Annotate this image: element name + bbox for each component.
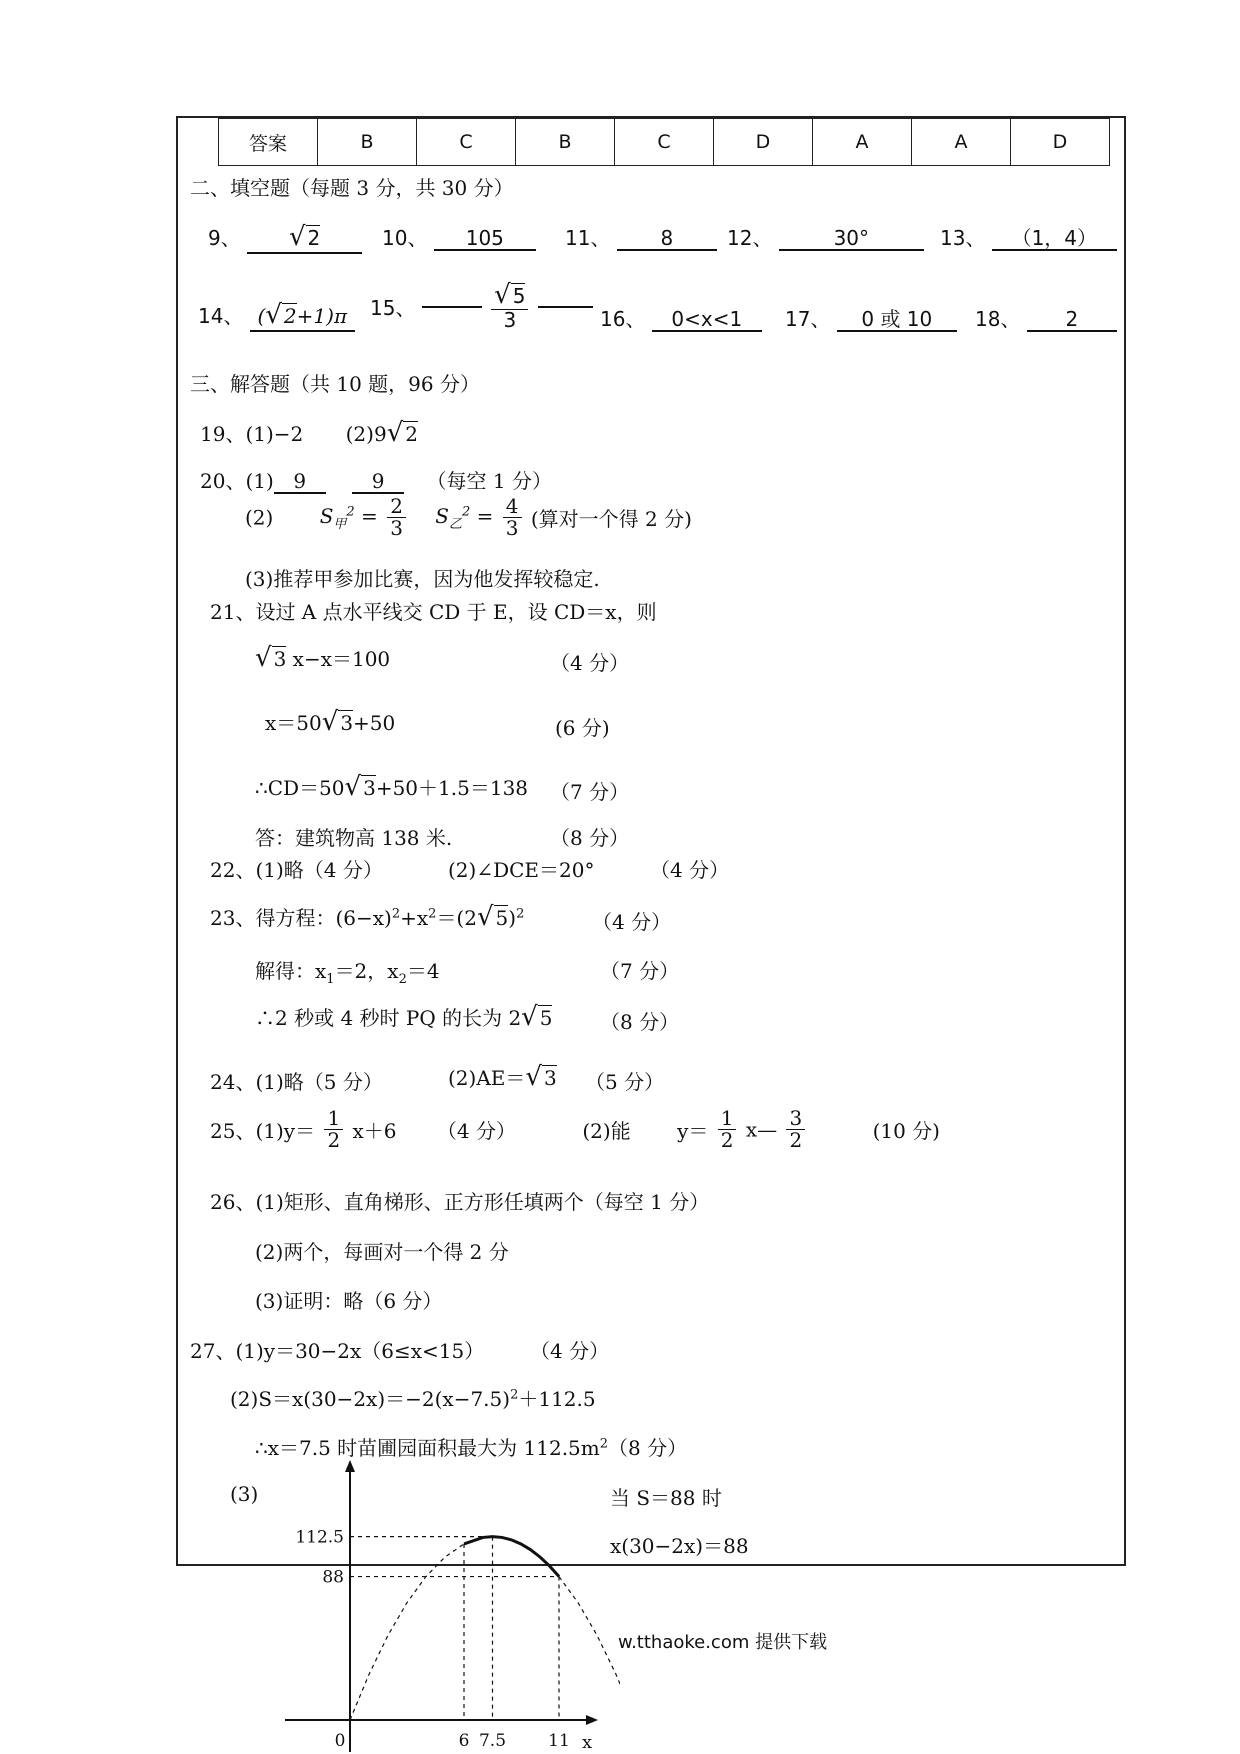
x-tick-label: 7.5 bbox=[478, 1731, 507, 1751]
question-24-part-1: 24、(1)略（5 分） bbox=[210, 1070, 383, 1094]
part-1: (1)−2 bbox=[245, 422, 304, 446]
radicand: 5 bbox=[512, 284, 526, 308]
fraction bbox=[324, 1108, 343, 1151]
expr: x— bbox=[745, 1117, 778, 1142]
variance-jia: $S_甲^2$ = bbox=[319, 503, 378, 532]
answer-cell: B bbox=[318, 119, 417, 166]
parabola-chart bbox=[260, 1460, 620, 1754]
equation: x−x＝100 bbox=[292, 647, 391, 671]
radicand: 3 bbox=[273, 647, 287, 671]
score: （4 分） bbox=[530, 1339, 610, 1363]
denominator: 3 bbox=[503, 308, 517, 333]
score: （8 分） bbox=[600, 1010, 680, 1034]
answer-blank: (√ 2+1)π bbox=[250, 301, 355, 332]
numerator: 2 bbox=[387, 496, 406, 518]
numerator: 3 bbox=[786, 1108, 805, 1130]
answer-blank: 2 bbox=[1027, 308, 1117, 332]
answer-blank: √ 2 bbox=[247, 223, 362, 254]
expr: +50＋1.5＝138 bbox=[375, 776, 529, 800]
download-source: w.tthaoke.com 提供下载 bbox=[618, 1632, 828, 1653]
question-27-right-1: 当 S＝88 时 bbox=[610, 1486, 722, 1510]
question-23-line-2 bbox=[255, 955, 440, 987]
superscript: 2 bbox=[510, 1387, 519, 1403]
expr: （8 分） bbox=[608, 1436, 688, 1460]
series-line-1 bbox=[464, 1537, 559, 1577]
score: （4 分） bbox=[650, 858, 730, 882]
blank-left bbox=[422, 306, 482, 308]
x-tick-label: 6 bbox=[458, 1731, 470, 1751]
subscript: 1 bbox=[326, 972, 335, 987]
item-number: 13、 bbox=[940, 226, 986, 250]
series-line-2 bbox=[350, 1544, 464, 1720]
fill-item-17 bbox=[785, 303, 957, 332]
question-22-part-2: (2)∠DCE＝20° bbox=[448, 858, 595, 882]
y-axis-arrow bbox=[345, 1460, 355, 1472]
answer-cell: B bbox=[516, 119, 615, 166]
subscript: 乙 bbox=[448, 516, 462, 532]
expr: +x bbox=[400, 906, 429, 930]
question-21-line-2: √ 3 x−x＝100 bbox=[255, 643, 391, 673]
answer-blank: （1，4） bbox=[992, 227, 1117, 251]
question-19: 19、(1)−2 (2)9√ 2 bbox=[200, 418, 418, 448]
superscript: 2 bbox=[516, 906, 525, 922]
question-number: 19、 bbox=[200, 422, 246, 446]
item-number: 11、 bbox=[565, 226, 611, 250]
expr: 解得：x bbox=[255, 959, 327, 983]
answer-blank: 0<x<1 bbox=[652, 308, 762, 332]
question-25 bbox=[210, 1108, 940, 1151]
item-number: 18、 bbox=[975, 307, 1021, 331]
y-tick-label: 88 bbox=[322, 1567, 344, 1588]
answer-blank: 105 bbox=[434, 227, 536, 251]
fraction bbox=[491, 282, 528, 331]
superscript: 2 bbox=[599, 1436, 609, 1452]
fill-item-15 bbox=[370, 282, 593, 331]
fill-item-9 bbox=[208, 222, 362, 254]
radicand: 5 bbox=[539, 1006, 553, 1030]
part-label: (2) bbox=[245, 505, 274, 530]
expr: (2)S＝x(30−2x)＝−2(x−7.5) bbox=[230, 1387, 511, 1411]
score: （5 分） bbox=[585, 1070, 665, 1094]
superscript: 2 bbox=[428, 906, 437, 922]
answer-blank: 9 bbox=[352, 470, 404, 494]
item-number: 9、 bbox=[208, 226, 241, 250]
question-26-line-1: 26、(1)矩形、直角梯形、正方形任填两个（每空 1 分） bbox=[210, 1190, 710, 1214]
x-axis-arrow bbox=[586, 1715, 598, 1725]
subscript: 甲 bbox=[333, 516, 347, 532]
subscript: 2 bbox=[398, 972, 407, 987]
answer-cell: D bbox=[1011, 119, 1110, 166]
radicand: 3 bbox=[340, 711, 354, 735]
score: （7 分） bbox=[600, 959, 680, 983]
x-tick-label: 11 bbox=[548, 1731, 570, 1751]
fill-item-13 bbox=[940, 222, 1117, 251]
numerator: 1 bbox=[324, 1108, 343, 1130]
item-number: 12、 bbox=[727, 226, 773, 250]
expr: ＝(2 bbox=[436, 906, 477, 930]
denominator: 3 bbox=[505, 516, 519, 540]
superscript: 2 bbox=[391, 906, 401, 922]
item-number: 15、 bbox=[370, 296, 416, 321]
question-21-line-1: 21、设过 A 点水平线交 CD 于 E，设 CD＝x，则 bbox=[210, 600, 657, 624]
item-number: 14、 bbox=[198, 304, 244, 328]
score: （4 分） bbox=[436, 1119, 516, 1143]
plot-area bbox=[285, 1460, 620, 1753]
fill-item-10 bbox=[382, 222, 536, 251]
question-27-line-3 bbox=[255, 1432, 687, 1461]
question-26-line-2: (2)两个，每画对一个得 2 分 bbox=[255, 1240, 509, 1264]
item-number: 16、 bbox=[600, 307, 646, 331]
fraction bbox=[718, 1108, 737, 1151]
expr: (2)AE＝ bbox=[448, 1066, 526, 1090]
radicand: 2 bbox=[307, 226, 321, 250]
radicand: 3 bbox=[363, 776, 376, 800]
answer-blank: 8 bbox=[617, 227, 717, 251]
question-20-part-3: (3)推荐甲参加比赛，因为他发挥较稳定. bbox=[245, 567, 600, 591]
question-27-right-2: x(30−2x)＝88 bbox=[610, 1534, 749, 1558]
score-note: (算对一个得 2 分) bbox=[530, 507, 692, 531]
expr: ∴CD＝50 bbox=[255, 776, 345, 800]
fill-item-14 bbox=[198, 300, 355, 332]
numerator: 1 bbox=[718, 1108, 737, 1130]
question-number: 20、 bbox=[200, 469, 246, 493]
series-line-3 bbox=[559, 1577, 620, 1720]
question-27-part-3-label: (3) bbox=[230, 1482, 259, 1506]
fill-item-18 bbox=[975, 303, 1117, 332]
fraction bbox=[387, 496, 406, 539]
answer-row bbox=[219, 119, 1110, 166]
answer-blank: 0 或 10 bbox=[837, 308, 957, 332]
radicand: 5 bbox=[495, 906, 509, 930]
question-23-line-1: 23、得方程：$(6-x)^2+x^2=(2√$ 5)$^2$ bbox=[210, 902, 525, 932]
expr: x＋6 bbox=[352, 1119, 397, 1143]
question-21-line-4: ∴CD＝50√ 3+50＋1.5＝138 bbox=[255, 772, 529, 802]
fill-item-12 bbox=[727, 222, 924, 251]
expr: +50 bbox=[353, 711, 396, 735]
question-21-answer: 答：建筑物高 138 米. bbox=[255, 826, 453, 850]
radicand: 3 bbox=[543, 1066, 557, 1090]
section3-heading: 三、解答题（共 10 题，96 分） bbox=[190, 372, 480, 396]
score: （4 分） bbox=[550, 651, 630, 675]
question-24-part-2: (2)AE＝√ 3 bbox=[448, 1062, 557, 1092]
score: (6 分) bbox=[555, 716, 610, 740]
answer-blank: 30° bbox=[779, 227, 924, 251]
score: （7 分） bbox=[550, 780, 630, 804]
denominator: 3 bbox=[390, 516, 403, 540]
denominator: 2 bbox=[720, 1128, 734, 1152]
fraction bbox=[503, 496, 522, 539]
expr: 25、(1)y＝ bbox=[210, 1119, 316, 1143]
numerator: √ 5 bbox=[491, 282, 528, 310]
part-label: (2)能 bbox=[582, 1119, 631, 1143]
item-number: 10、 bbox=[382, 226, 428, 250]
numerator: 4 bbox=[503, 496, 522, 518]
question-20-part-1 bbox=[200, 465, 552, 494]
fill-item-11 bbox=[565, 222, 717, 251]
answer-cell: C bbox=[417, 119, 516, 166]
question-23-line-3: ∴2 秒或 4 秒时 PQ 的长为 2√ 5 bbox=[255, 1002, 553, 1032]
expr: ∴x＝7.5 时苗圃园面积最大为 112.5m bbox=[255, 1436, 600, 1460]
question-22-part-1: 22、(1)略（4 分） bbox=[210, 858, 383, 882]
answer-label: 答案 bbox=[219, 119, 318, 166]
answer-blank: 9 bbox=[274, 470, 326, 494]
variance-yi: $S_乙^2$ = bbox=[435, 503, 494, 532]
answer-cell: A bbox=[813, 119, 912, 166]
expr: ＝4 bbox=[406, 959, 440, 983]
fill-item-16 bbox=[600, 303, 762, 332]
part-label: (1) bbox=[245, 469, 274, 493]
answer-cell: C bbox=[615, 119, 714, 166]
y-tick-label: 112.5 bbox=[295, 1527, 344, 1548]
expr: 23、得方程：(6−x) bbox=[210, 906, 392, 930]
answer-table bbox=[218, 118, 1110, 166]
answer-cell: A bbox=[912, 119, 1011, 166]
denominator: 2 bbox=[327, 1128, 341, 1152]
question-27-line-1: 27、(1)y＝30−2x（6≤x<15） bbox=[190, 1339, 485, 1363]
score-note: （每空 1 分） bbox=[426, 469, 552, 493]
item-number: 17、 bbox=[785, 307, 831, 331]
answer-cell: D bbox=[714, 119, 813, 166]
section2-heading: 二、填空题（每题 3 分，共 30 分） bbox=[190, 176, 514, 200]
question-26-line-3: (3)证明：略（6 分） bbox=[255, 1289, 443, 1313]
score: （4 分） bbox=[592, 910, 672, 934]
expr: ＝2，x bbox=[334, 959, 399, 983]
expr: ＋112.5 bbox=[518, 1387, 596, 1411]
blank-right bbox=[538, 306, 593, 308]
radicand: 2 bbox=[283, 304, 297, 328]
denominator: 2 bbox=[789, 1128, 803, 1152]
expr: ∴2 秒或 4 秒时 PQ 的长为 2 bbox=[255, 1006, 522, 1030]
x-axis-label: x bbox=[582, 1732, 593, 1753]
question-21-line-3: x＝50√ 3+50 bbox=[265, 707, 396, 737]
x-tick-label: 0 bbox=[334, 1731, 346, 1751]
expr: x＝50 bbox=[265, 711, 322, 735]
part-2: (2)9 bbox=[345, 422, 387, 446]
radicand: 2 bbox=[405, 422, 418, 446]
expr: y＝ bbox=[677, 1119, 709, 1143]
expr: ) bbox=[508, 906, 517, 930]
score: （8 分） bbox=[550, 826, 630, 850]
paren: ( bbox=[257, 304, 266, 328]
question-27-line-2 bbox=[230, 1383, 596, 1412]
score: (10 分) bbox=[872, 1119, 940, 1143]
expr: +1)π bbox=[296, 304, 348, 328]
fraction bbox=[786, 1108, 805, 1151]
question-20-part-2 bbox=[245, 496, 692, 539]
